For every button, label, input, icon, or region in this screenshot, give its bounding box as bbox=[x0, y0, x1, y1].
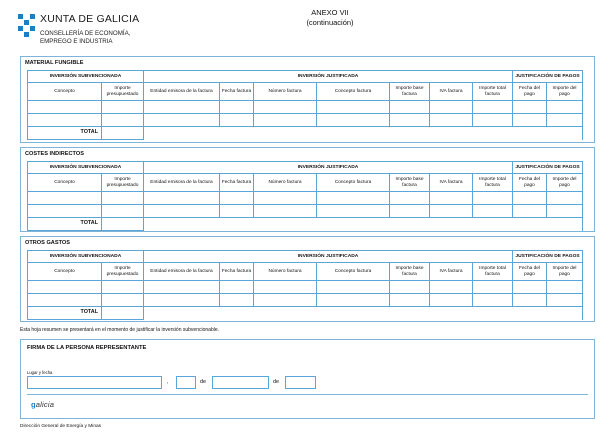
cell-input[interactable] bbox=[547, 114, 583, 127]
col-importe-total: Importe total factura bbox=[473, 174, 513, 192]
footer-department: Dirección General de Energía y Minas bbox=[20, 424, 102, 429]
col-fecha-pago: Fecha del pago bbox=[513, 83, 547, 101]
place-field[interactable] bbox=[27, 376, 162, 389]
col-concepto-factura: Concepto factura bbox=[317, 263, 390, 281]
cell-input[interactable] bbox=[28, 101, 102, 114]
col-entidad-emisora: Entidad emisora de la factura bbox=[144, 263, 220, 281]
header-inversion-subvencionada: INVERSIÓN SUBVENCIONADA bbox=[28, 162, 144, 174]
col-concepto: Concepto bbox=[28, 263, 102, 281]
col-importe-presupuestado: Importe presupuestado bbox=[102, 83, 144, 101]
cell-input[interactable] bbox=[254, 101, 317, 114]
cell-input[interactable] bbox=[254, 192, 317, 205]
cell-input[interactable] bbox=[317, 294, 390, 307]
table-row bbox=[28, 205, 583, 218]
cell-input[interactable] bbox=[547, 101, 583, 114]
cell-input[interactable] bbox=[547, 205, 583, 218]
section-costes-indirectos bbox=[20, 147, 595, 232]
cell-input[interactable] bbox=[254, 281, 317, 294]
col-fecha-pago: Fecha del pago bbox=[513, 174, 547, 192]
cell-input[interactable] bbox=[513, 281, 547, 294]
cell-input[interactable] bbox=[513, 205, 547, 218]
cell-input[interactable] bbox=[28, 192, 102, 205]
header-inversion-justificada: INVERSIÓN JUSTIFICADA bbox=[144, 162, 513, 174]
cell-input[interactable] bbox=[144, 294, 220, 307]
cell-input[interactable] bbox=[144, 192, 220, 205]
total-budget-cell[interactable] bbox=[102, 307, 144, 320]
section-title: COSTES INDIRECTOS bbox=[25, 151, 84, 157]
cell-input[interactable] bbox=[473, 205, 513, 218]
cell-input[interactable] bbox=[220, 294, 254, 307]
col-importe-pago: Importe del pago bbox=[547, 263, 583, 281]
total-label: TOTAL bbox=[28, 307, 102, 320]
cell-input[interactable] bbox=[390, 101, 430, 114]
col-importe-total: Importe total factura bbox=[473, 263, 513, 281]
col-fecha-factura: Fecha factura bbox=[220, 263, 254, 281]
org-department bbox=[40, 30, 130, 45]
annex-title: ANEXO VII bbox=[311, 8, 349, 17]
col-concepto: Concepto bbox=[28, 83, 102, 101]
cell-input[interactable] bbox=[430, 294, 473, 307]
cell-input[interactable] bbox=[144, 101, 220, 114]
month-field[interactable] bbox=[212, 376, 269, 389]
xunta-logo-icon bbox=[18, 14, 35, 37]
header-justificacion-pagos: JUSTIFICACIÓN DE PAGOS bbox=[513, 162, 583, 174]
cell-input[interactable] bbox=[28, 281, 102, 294]
col-concepto-factura: Concepto factura bbox=[317, 174, 390, 192]
col-fecha-pago: Fecha del pago bbox=[513, 263, 547, 281]
cell-input[interactable] bbox=[220, 101, 254, 114]
cell-input[interactable] bbox=[28, 114, 102, 127]
de-separator: de bbox=[200, 379, 207, 385]
cell-input[interactable] bbox=[254, 205, 317, 218]
section-material-fungible bbox=[20, 56, 595, 143]
cell-input[interactable] bbox=[317, 101, 390, 114]
section-title: OTROS GASTOS bbox=[25, 240, 70, 246]
cell-input[interactable] bbox=[102, 294, 144, 307]
justification-table bbox=[27, 250, 583, 320]
signature-block bbox=[20, 339, 595, 419]
col-iva-factura: IVA factura bbox=[430, 83, 473, 101]
org-department-line-2: EMPREGO E INDUSTRIA bbox=[40, 37, 113, 45]
cell-input[interactable] bbox=[102, 281, 144, 294]
total-budget-cell[interactable] bbox=[102, 127, 144, 140]
header-inversion-justificada: INVERSIÓN JUSTIFICADA bbox=[144, 251, 513, 263]
header-inversion-justificada: INVERSIÓN JUSTIFICADA bbox=[144, 71, 513, 83]
cell-input[interactable] bbox=[430, 114, 473, 127]
header-justificacion-pagos: JUSTIFICACIÓN DE PAGOS bbox=[513, 251, 583, 263]
section-otros-gastos bbox=[20, 236, 595, 322]
table-row bbox=[28, 281, 583, 294]
cell-input[interactable] bbox=[547, 294, 583, 307]
galicia-logo bbox=[31, 400, 54, 409]
col-importe-base: Importe base factura bbox=[390, 263, 430, 281]
col-iva-factura: IVA factura bbox=[430, 174, 473, 192]
cell-input[interactable] bbox=[317, 205, 390, 218]
header-justificacion-pagos: JUSTIFICACIÓN DE PAGOS bbox=[513, 71, 583, 83]
cell-input[interactable] bbox=[430, 281, 473, 294]
cell-input[interactable] bbox=[317, 192, 390, 205]
cell-input[interactable] bbox=[220, 192, 254, 205]
col-numero-factura: Número factura bbox=[254, 174, 317, 192]
cell-input[interactable] bbox=[220, 114, 254, 127]
col-concepto-factura: Concepto factura bbox=[317, 83, 390, 101]
cell-input[interactable] bbox=[390, 192, 430, 205]
cell-input[interactable] bbox=[102, 205, 144, 218]
col-fecha-factura: Fecha factura bbox=[220, 83, 254, 101]
annex-subtitle: (continuación) bbox=[306, 18, 354, 27]
col-iva-factura: IVA factura bbox=[430, 263, 473, 281]
justification-table bbox=[27, 161, 583, 231]
cell-input[interactable] bbox=[430, 205, 473, 218]
cell-input[interactable] bbox=[390, 205, 430, 218]
cell-input[interactable] bbox=[390, 114, 430, 127]
cell-input[interactable] bbox=[144, 205, 220, 218]
cell-input[interactable] bbox=[220, 281, 254, 294]
blank-cell bbox=[144, 127, 583, 140]
col-numero-factura: Número factura bbox=[254, 263, 317, 281]
cell-input[interactable] bbox=[473, 114, 513, 127]
section-title: MATERIAL FUNGIBLE bbox=[25, 60, 84, 66]
table-row bbox=[28, 114, 583, 127]
col-fecha-factura: Fecha factura bbox=[220, 174, 254, 192]
year-field[interactable] bbox=[285, 376, 316, 389]
total-row bbox=[28, 218, 583, 231]
col-importe-pago: Importe del pago bbox=[547, 174, 583, 192]
cell-input[interactable] bbox=[473, 101, 513, 114]
cell-input[interactable] bbox=[317, 281, 390, 294]
place-date-label: Lugar y fecha bbox=[27, 370, 53, 375]
table-row bbox=[28, 101, 583, 114]
col-importe-presupuestado: Importe presupuestado bbox=[102, 174, 144, 192]
cell-input[interactable] bbox=[390, 281, 430, 294]
cell-input[interactable] bbox=[144, 114, 220, 127]
galicia-logo-text: alicia bbox=[35, 400, 55, 409]
cell-input[interactable] bbox=[28, 294, 102, 307]
cell-input[interactable] bbox=[547, 192, 583, 205]
total-row bbox=[28, 127, 583, 140]
cell-input[interactable] bbox=[220, 205, 254, 218]
col-importe-base: Importe base factura bbox=[390, 83, 430, 101]
blank-cell bbox=[144, 218, 583, 231]
col-entidad-emisora: Entidad emisora de la factura bbox=[144, 83, 220, 101]
document-header bbox=[18, 6, 608, 54]
total-label: TOTAL bbox=[28, 218, 102, 231]
cell-input[interactable] bbox=[473, 294, 513, 307]
cell-input[interactable] bbox=[102, 192, 144, 205]
cell-input[interactable] bbox=[28, 205, 102, 218]
col-importe-base: Importe base factura bbox=[390, 174, 430, 192]
cell-input[interactable] bbox=[513, 192, 547, 205]
col-importe-pago: Importe del pago bbox=[547, 83, 583, 101]
signature-title: FIRMA DE LA PERSONA REPRESENTANTE bbox=[27, 345, 147, 351]
cell-input[interactable] bbox=[430, 192, 473, 205]
col-numero-factura: Número factura bbox=[254, 83, 317, 101]
cell-input[interactable] bbox=[513, 294, 547, 307]
cell-input[interactable] bbox=[513, 114, 547, 127]
galicia-logo-mark: g bbox=[31, 400, 36, 409]
de-separator: de bbox=[273, 379, 280, 385]
cell-input[interactable] bbox=[473, 192, 513, 205]
cell-input[interactable] bbox=[513, 101, 547, 114]
org-department-line-1: CONSELLERÍA DE ECONOMÍA, bbox=[40, 30, 131, 37]
blank-cell bbox=[144, 307, 583, 320]
cell-input[interactable] bbox=[102, 101, 144, 114]
header-inversion-subvencionada: INVERSIÓN SUBVENCIONADA bbox=[28, 251, 144, 263]
summary-note: Esta hoja resumen se presentará en el momento de justificar la inversión subvencionable. bbox=[20, 327, 219, 333]
table-row bbox=[28, 192, 583, 205]
col-entidad-emisora: Entidad emisora de la factura bbox=[144, 174, 220, 192]
total-row bbox=[28, 307, 583, 320]
day-field[interactable] bbox=[176, 376, 196, 389]
cell-input[interactable] bbox=[144, 281, 220, 294]
comma-separator: , bbox=[167, 379, 169, 385]
org-name: XUNTA DE GALICIA bbox=[40, 13, 140, 25]
cell-input[interactable] bbox=[254, 114, 317, 127]
cell-input[interactable] bbox=[390, 294, 430, 307]
col-importe-total: Importe total factura bbox=[473, 83, 513, 101]
justification-table bbox=[27, 70, 583, 140]
header-inversion-subvencionada: INVERSIÓN SUBVENCIONADA bbox=[28, 71, 144, 83]
cell-input[interactable] bbox=[254, 294, 317, 307]
cell-input[interactable] bbox=[473, 281, 513, 294]
cell-input[interactable] bbox=[102, 114, 144, 127]
cell-input[interactable] bbox=[547, 281, 583, 294]
col-importe-presupuestado: Importe presupuestado bbox=[102, 263, 144, 281]
table-row bbox=[28, 294, 583, 307]
col-concepto: Concepto bbox=[28, 174, 102, 192]
cell-input[interactable] bbox=[430, 101, 473, 114]
total-label: TOTAL bbox=[28, 127, 102, 140]
cell-input[interactable] bbox=[317, 114, 390, 127]
total-budget-cell[interactable] bbox=[102, 218, 144, 231]
